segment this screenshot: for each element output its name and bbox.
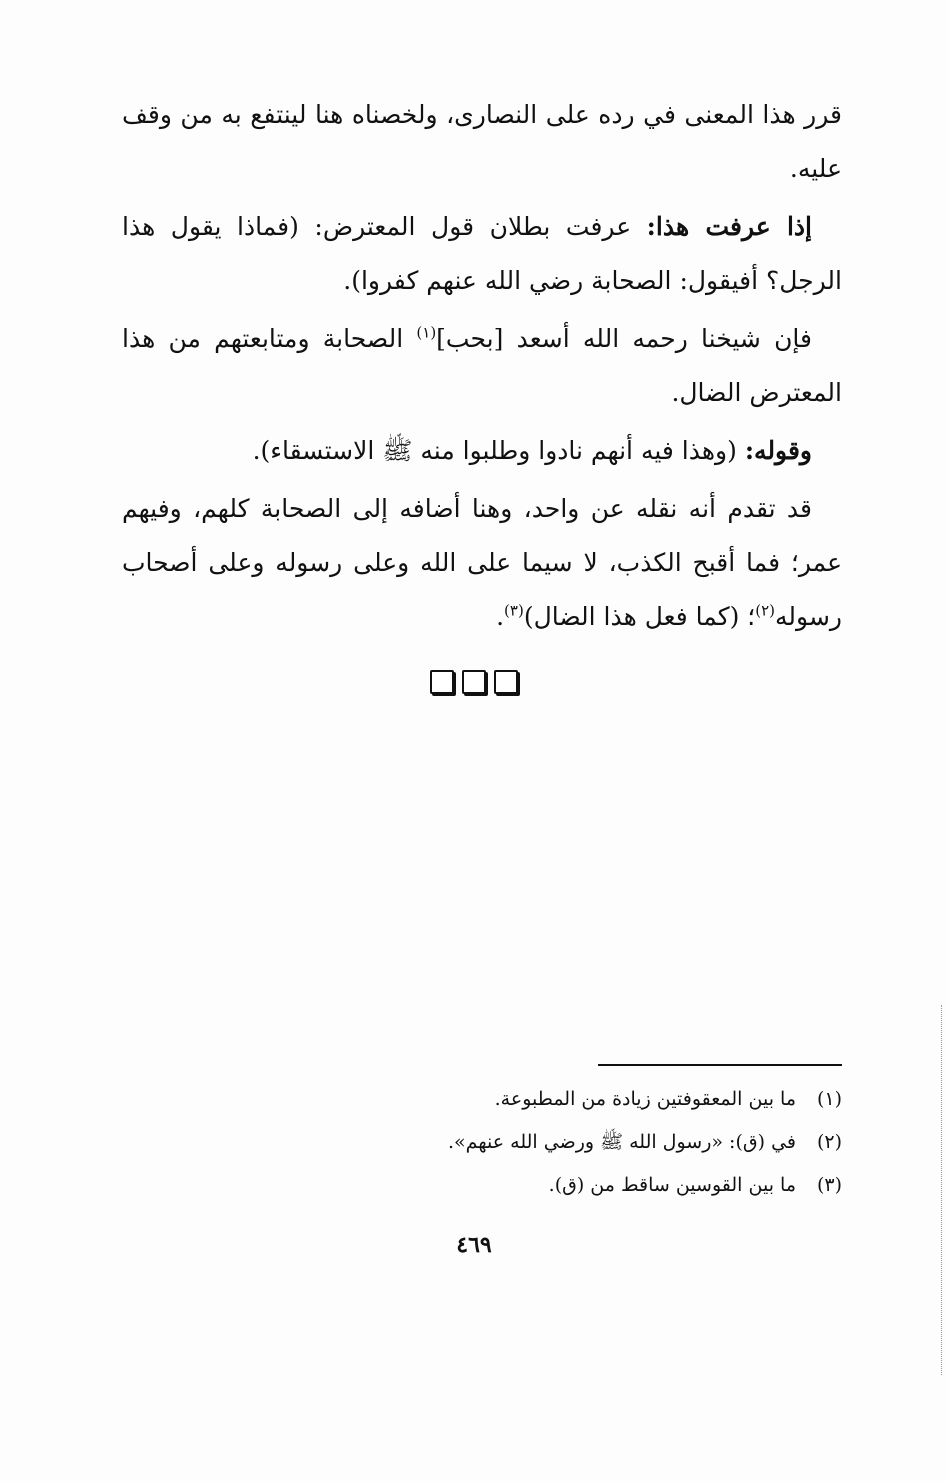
paragraph-4 bbox=[122, 424, 842, 478]
paragraph-1-text: قرر هذا المعنى في رده على النصارى، ولخصناه هنا لينتفع به من وقف عليه. bbox=[122, 100, 842, 183]
paragraph-3-text-a: فإن شيخنا رحمه الله أسعد [بحب] bbox=[436, 324, 812, 353]
scan-edge-marks bbox=[940, 1005, 942, 1375]
footnote-number: (٣) bbox=[816, 1174, 842, 1196]
paragraph-4-text: (وهذا فيه أنهم نادوا وطلبوا منه ﷺ الاستسقاء). bbox=[252, 436, 745, 465]
paragraph-5-text-a: قد تقدم أنه نقله عن واحد، وهنا أضافه إلى الصحابة كلهم، وفيهم عمر؛ فما أقبح الكذب، لا سيما على الله وعلى رسوله وعلى أصحاب رسوله bbox=[122, 494, 842, 631]
footnote-text: ما بين المعقوفتين زيادة من المطبوعة. bbox=[494, 1088, 796, 1110]
paragraph-4-lead: وقوله: bbox=[744, 436, 812, 465]
footnote-number: (١) bbox=[816, 1088, 842, 1110]
footnote-number: (٢) bbox=[816, 1131, 842, 1153]
paragraph-3-text-b: الصحابة ومتابعتهم من هذا المعترض الضال. bbox=[122, 324, 842, 407]
paragraph-3 bbox=[122, 312, 842, 420]
footnote-item bbox=[260, 1078, 842, 1121]
paragraph-2-lead: إذا عرفت هذا: bbox=[646, 212, 812, 241]
footnote-ref-1[interactable]: (١) bbox=[416, 323, 437, 342]
footnote-text: ما بين القوسين ساقط من (ق). bbox=[548, 1174, 796, 1196]
footnote-item bbox=[260, 1164, 842, 1207]
footnote-ref-3[interactable]: (٣) bbox=[504, 601, 524, 620]
paragraph-2-text: عرفت بطلان قول المعترض: (فماذا يقول هذا الرجل؟ أفيقول: الصحابة رضي الله عنهم كفروا). bbox=[122, 212, 842, 295]
main-text bbox=[122, 88, 842, 648]
paragraph-5-text-c: . bbox=[496, 602, 505, 631]
separator-box-icon bbox=[494, 670, 518, 694]
paragraph-5 bbox=[122, 482, 842, 644]
footnote-item bbox=[260, 1121, 842, 1164]
separator-box-icon bbox=[462, 670, 486, 694]
separator-box-icon bbox=[430, 670, 454, 694]
section-separator bbox=[0, 670, 948, 702]
footnote-ref-2[interactable]: (٢) bbox=[755, 601, 776, 620]
page-number: ٤٦٩ bbox=[456, 1232, 492, 1258]
footnote-text: في (ق): «رسول الله ﷺ ورضي الله عنهم». bbox=[447, 1131, 796, 1153]
footnotes bbox=[260, 1078, 842, 1207]
paragraph-5-text-b: ؛ (كما فعل هذا الضال) bbox=[523, 602, 756, 631]
footnote-divider bbox=[598, 1064, 842, 1066]
paragraph-2 bbox=[122, 200, 842, 308]
paragraph-1 bbox=[122, 88, 842, 196]
